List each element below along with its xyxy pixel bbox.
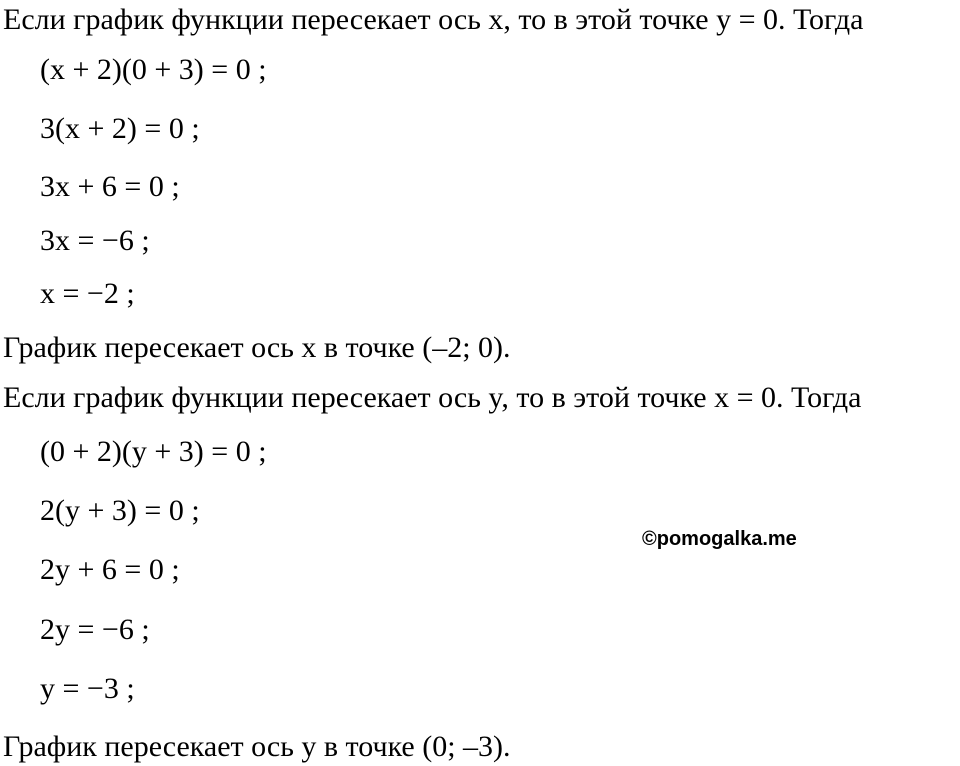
equation-step: 3x = −6 ; [40,224,150,257]
equation-step: 3x + 6 = 0 ; [40,170,180,203]
conclusion-x-axis: График пересекает ось x в точке (–2; 0). [3,331,511,364]
equation-step: 2y + 6 = 0 ; [40,553,180,586]
watermark: ©pomogalka.me [642,528,797,550]
equation-step: x = −2 ; [40,277,135,310]
equation-step: (0 + 2)(y + 3) = 0 ; [40,435,267,468]
intro-y-axis: Если график функции пересекает ось y, то в этой точке x = 0. Тогда [3,381,862,414]
equation-step: 2y = −6 ; [40,613,150,646]
equation-step: y = −3 ; [40,672,135,705]
equation-step: 2(y + 3) = 0 ; [40,494,200,527]
intro-x-axis: Если график функции пересекает ось x, то в этой точке y = 0. Тогда [3,3,864,36]
conclusion-y-axis: График пересекает ось y в точке (0; –3). [3,730,511,763]
equation-step: (x + 2)(0 + 3) = 0 ; [40,53,267,86]
equation-step: 3(x + 2) = 0 ; [40,112,200,145]
